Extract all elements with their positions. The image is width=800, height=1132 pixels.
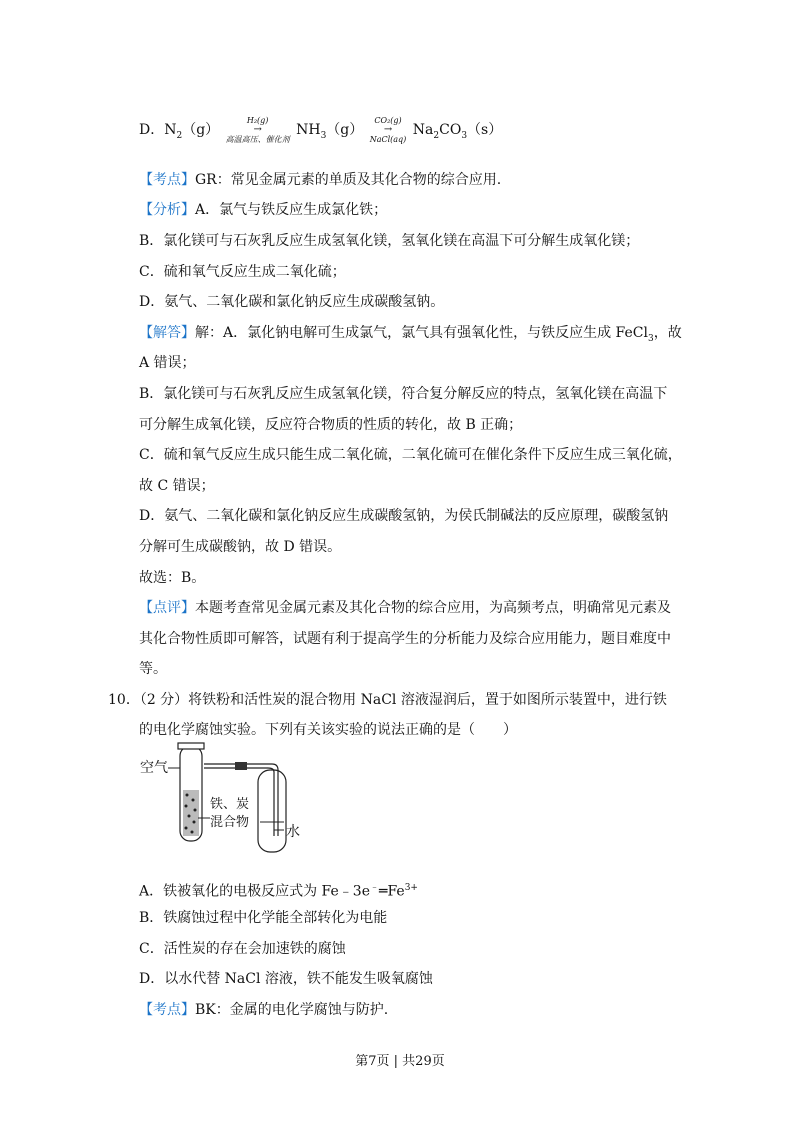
q9-dianping: 【点评】本题考查常见金属元素及其化合物的综合应用，为高频考点，明确常见元素及 (139, 600, 671, 616)
right-arrow-icon: → (253, 124, 262, 135)
water-tube (258, 770, 286, 852)
q10-option-a: A．铁被氧化的电极反应式为 $Fe﹣3e^﹣═Fe^{3+}$ (139, 883, 418, 900)
water-label: 水 (286, 824, 300, 840)
q10-option-b: B．铁腐蚀过程中化学能全部转化为电能 (139, 910, 388, 926)
q9-answer: 故选：B。 (139, 570, 206, 586)
corrosion-apparatus-figure (140, 740, 320, 855)
q10-stem-1: 10．（2 分）将铁粉和活性炭的混合物用 NaCl 溶液湿润后，置于如图所示装置中，进行铁 (108, 692, 667, 708)
q9-dianping-3: 等。 (139, 661, 167, 677)
mixture-label-2: 混合物 (210, 815, 250, 830)
reaction-arrow-2: CO₂(g) → NaCl(aq) (369, 116, 407, 144)
stopper (178, 743, 204, 749)
q9-jieda-a2: A 错误； (139, 355, 196, 371)
reaction-arrow-1: H₂(g) → 高温高压、催化剂 (225, 116, 290, 144)
kaodian-tag: 【考点】 (139, 172, 195, 188)
air-label: 空气 (140, 760, 168, 776)
q9-dianping-2: 其化合物性质即可解答，试题有利于提高学生的分析能力及综合应用能力，题目难度中 (139, 631, 671, 647)
q9-jieda-c1: C．硫和氧气反应生成只能生成二氧化硫，二氧化硫可在催化条件下反应生成三氧化硫， (139, 447, 682, 463)
q9-fenxi-c: C．硫和氧气反应生成二氧化硫； (139, 264, 346, 280)
jieda-tag: 【解答】 (139, 325, 195, 341)
q9-jieda-d1: D．氨气、二氧化碳和氯化钠反应生成碳酸氢钠，为侯氏制碱法的反应原理，碳酸氢钠 (139, 508, 669, 524)
q10-option-d: D．以水代替 NaCl 溶液，铁不能发生吸氧腐蚀 (139, 971, 433, 987)
q9-jieda-c2: 故 C 错误； (139, 478, 215, 494)
iron-carbon-mixture (183, 790, 199, 836)
mixture-label-1: 铁、炭 (210, 797, 250, 812)
q9-fenxi-d: D．氨气、二氧化碳和氯化钠反应生成碳酸氢钠。 (139, 294, 445, 310)
q9-fenxi: 【分析】A．氯气与铁反应生成氯化铁； (139, 202, 388, 218)
option-d-equation: D．$N_2(g)$ H₂(g) → 高温高压、催化剂 $NH_3(g)$ CO₂(g) → NaCl(aq) $Na_2CO_3(s)$ (139, 116, 503, 144)
q10-stem-2: 的电化学腐蚀实验。下列有关该实验的说法正确的是（ ） (139, 722, 517, 738)
q9-jieda: 【解答】解：A．氯化钠电解可生成氯气，氯气具有强氧化性，与铁反应生成 FeCl$_3$，故 (139, 325, 682, 344)
dianping-tag: 【点评】 (139, 600, 195, 616)
q9-kaodian: 【考点】GR：常见金属元素的单质及其化合物的综合应用. (139, 172, 502, 188)
right-arrow-icon: → (383, 124, 393, 135)
q9-jieda-b1: B．氯化镁可与石灰乳反应生成氢氧化镁，符合复分解反应的特点，氢氧化镁在高温下 (139, 386, 668, 402)
page-footer: 第7页 | 共29页 (355, 1054, 445, 1069)
rubber-joint (235, 762, 247, 770)
u-tube-arm (268, 764, 278, 836)
kaodian-tag: 【考点】 (139, 1002, 195, 1018)
q9-jieda-b2: 可分解生成氧化镁，反应符合物质的性质的转化，故 B 正确； (139, 417, 523, 433)
q10-option-c: C．活性炭的存在会加速铁的腐蚀 (139, 941, 346, 957)
q10-kaodian: 【考点】BK：金属的电化学腐蚀与防护. (139, 1002, 389, 1018)
q9-fenxi-b: B．氯化镁可与石灰乳反应生成氢氧化镁，氢氧化镁在高温下可分解生成氧化镁； (139, 233, 640, 249)
fenxi-tag: 【分析】 (139, 202, 195, 218)
q9-jieda-d2: 分解可生成碳酸钠，故 D 错误。 (139, 539, 342, 555)
